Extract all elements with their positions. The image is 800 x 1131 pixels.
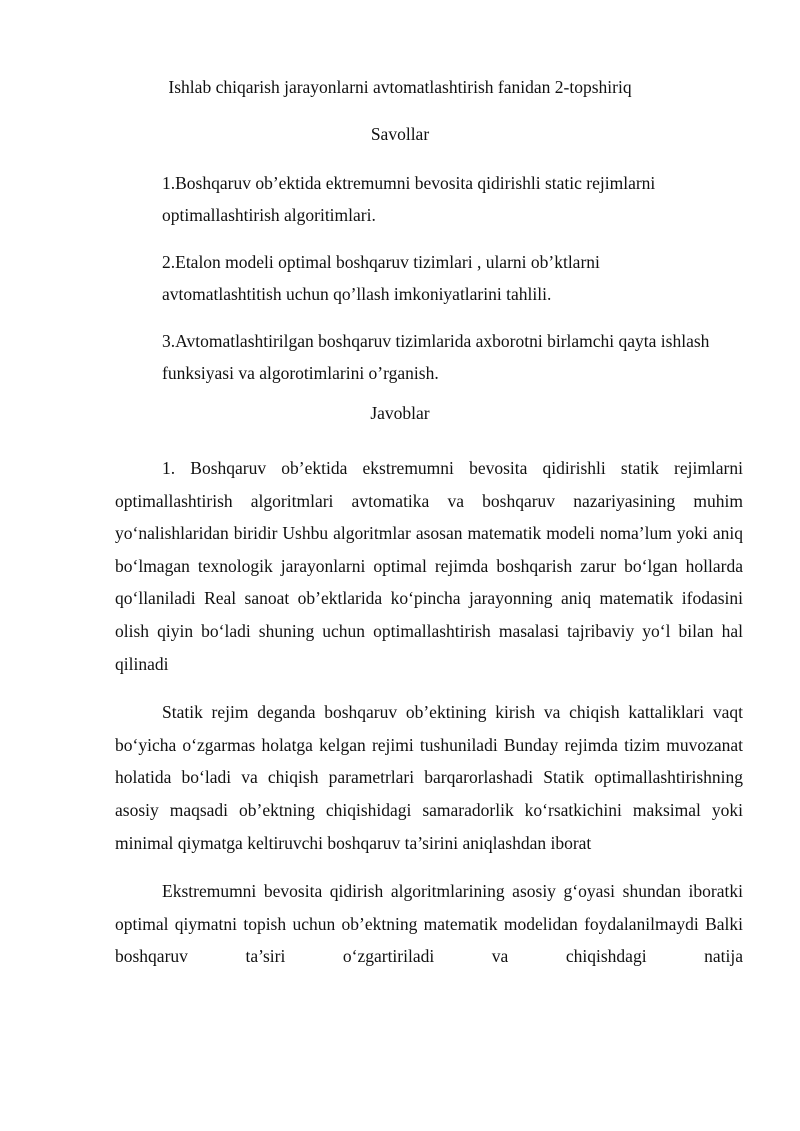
question-item: 3.Avtomatlashtirilgan boshqaruv tizimlarida axborotni birlamchi qayta ishlash funksiyasi va algorotimlarini o’rganish. (162, 331, 710, 383)
document-title: Ishlab chiqarish jarayonlarni avtomatlashtirish fanidan 2-topshiriq (168, 77, 632, 97)
question-item: 2.Etalon modeli optimal boshqaruv tizimlari , ularni ob’ktlarni avtomatlashtitish uchun qo’llash imkoniyatlarini tahlili. (162, 252, 600, 304)
answer-paragraph: 1. Boshqaruv ob’ektida ekstremumni bevosita qidirishli statik rejimlarni optimallashtirish algoritmlari avtomatika va boshqaruv nazariyasining muhim yo‘nalishlaridan biridir Ushbu algoritmlar asosan matematik modeli noma’lum yoki aniq bo‘lmagan texnologik jarayonlarni optimal rejimda boshqarish zarur bo‘lgan hollarda qo‘llaniladi Real sanoat ob’ektlarida ko‘pincha jarayonning aniq matematik ifodasini olish qiyin bo‘ladi shuning uchun optimallashtirish masalasi tajribaviy yo‘l bilan hal qilinadi (115, 458, 743, 674)
answers-heading: Javoblar (370, 403, 430, 423)
answer-paragraph: Ekstremumni bevosita qidirish algoritmlarining asosiy g‘oyasi shundan iboratki optimal qiymatni topish uchun ob’ektning matematik modelidan foydalanilmaydi Balki boshqaruv ta’siri o‘zgartiriladi va chiqishdagi natija (115, 881, 743, 967)
questions-list (162, 167, 722, 404)
answer-paragraph: Statik rejim deganda boshqaruv ob’ektining kirish va chiqish kattaliklari vaqt bo‘yicha o‘zgarmas holatga kelgan rejimi tushuniladi Bunday rejimda tizim muvozanat holatida bo‘ladi va chiqish parametrlari barqarorlashadi Statik optimallashtirishning asosiy maqsadi ob’ektning chiqishidagi samaradorlik ko‘rsatkichini maksimal yoki minimal qiymatga keltiruvchi boshqaruv ta’sirini aniqlashdan iborat (115, 702, 743, 853)
question-item: 1.Boshqaruv ob’ektida ektremumni bevosita qidirishli static rejimlarni optimallashtirish algoritimlari. (162, 173, 656, 225)
questions-heading: Savollar (370, 124, 430, 144)
answers-body (115, 452, 743, 989)
